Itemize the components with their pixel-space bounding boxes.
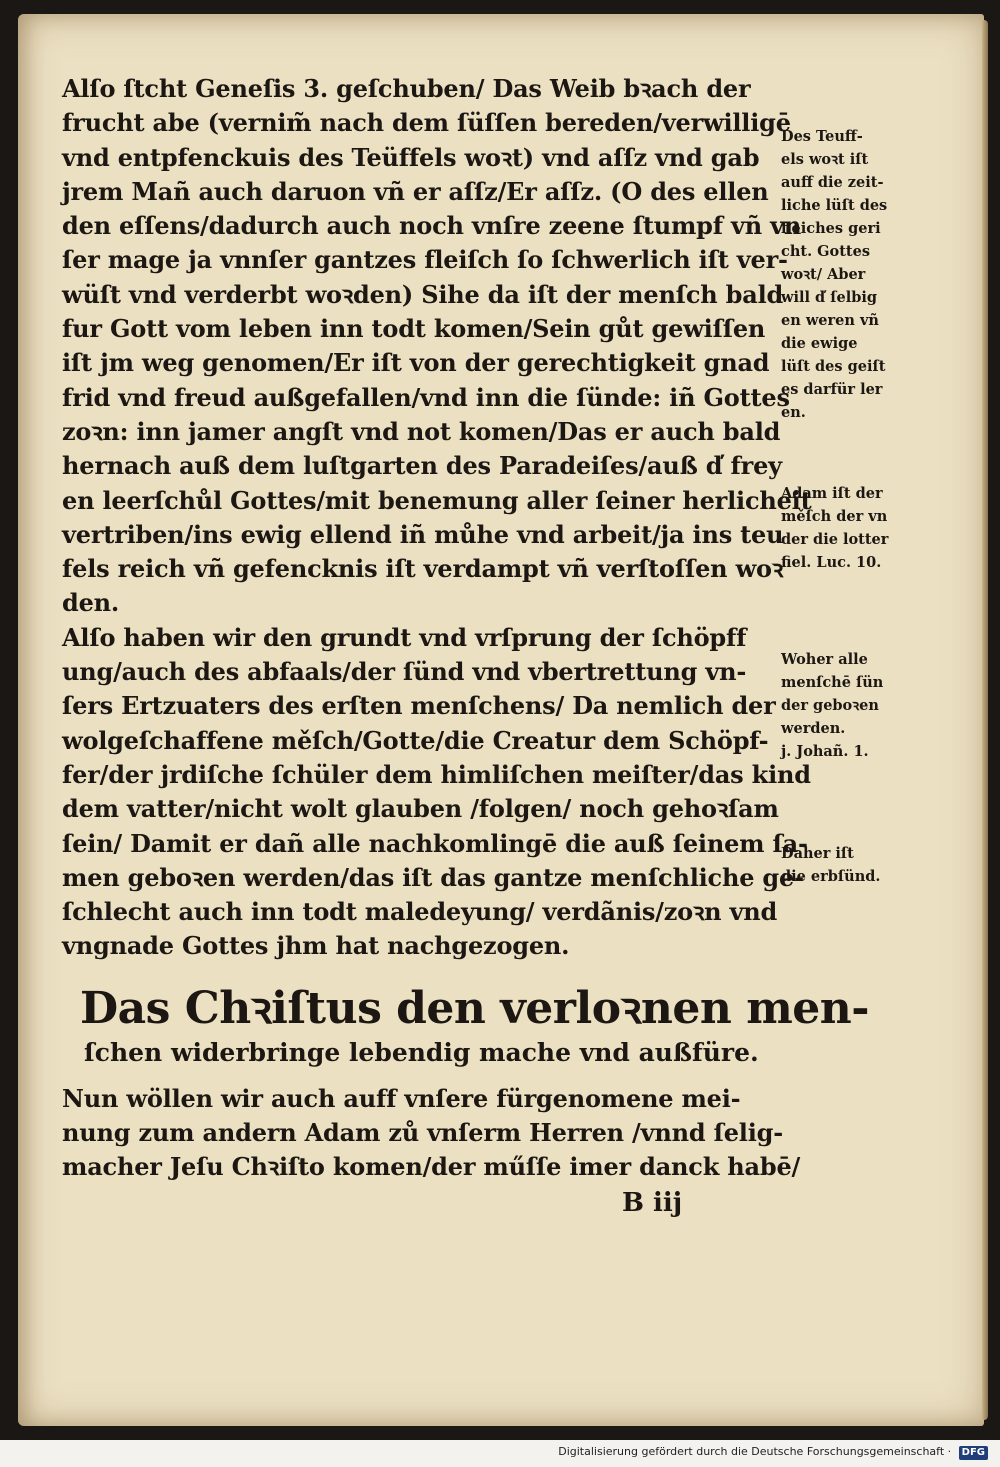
- text-line: werden.: [781, 720, 846, 737]
- text-line: Daher iſt: [781, 845, 854, 862]
- text-line: nung zum andern Adam zů vnſerm Herren /vnnd ſelig-: [62, 1118, 783, 1147]
- text-line: ſein/ Damit er dañ alle nachkomlingē die auß ſeinem ſa-: [62, 828, 808, 858]
- text-line: men geboꝛen werden/das iſt das gantze menſchliche ge-: [62, 862, 804, 892]
- text-line: wüſt vnd verderbt woꝛden) Sihe da iſt der menſch bald: [62, 279, 784, 309]
- paragraph-3: [62, 1082, 801, 1184]
- text-line: es darfür ler: [781, 381, 883, 398]
- text-line: fer/der jrdiſche ſchüler dem himliſchen meiſter/das kind: [62, 759, 811, 789]
- text-line: Woher alle: [781, 651, 868, 668]
- text-line: wolgeſchaffene měſch/Gotte/die Creatur dem Schöpf-: [62, 725, 769, 755]
- text-line: en weren vñ: [781, 312, 879, 329]
- text-line: jrem Mañ auch daruon vñ er aſſz/Er aſſz. (O des ellen: [62, 176, 769, 206]
- footer-text: Digitalisierung gefördert durch die Deutsche Forschungsgemeinschaft ·: [558, 1445, 952, 1458]
- text-line: Alſo ſtcht Geneſis 3. geſchuben/ Das Weib bꝛach der: [62, 74, 751, 103]
- dfg-logo-icon: DFG: [959, 1446, 988, 1460]
- text-line: Alſo haben wir den grundt vnd vrſprung der ſchöpff: [62, 622, 747, 652]
- text-line: cht. Gottes: [781, 243, 871, 260]
- text-line: zoꝛn: inn jamer angſt vnd not komen/Das er auch bald: [62, 416, 781, 446]
- margin-note-3: [781, 648, 911, 763]
- text-line: Adam iſt der: [781, 485, 883, 502]
- text-line: auff die zeit-: [781, 174, 884, 191]
- text-line: vertriben/ins ewig ellend iñ můhe vnd arbeit/ja ins teu: [62, 519, 784, 549]
- text-line: měſch der vn: [781, 508, 888, 525]
- text-line: vnd entpfenckuis des Teüffels woꝛt) vnd aſſz vnd gab: [62, 142, 760, 172]
- text-line: lüſt des geiſt: [781, 358, 886, 375]
- text-line: fleiches geri: [781, 220, 881, 237]
- text-line: fur Gott vom leben inn todt komen/Sein gůt gewiſſen: [62, 314, 766, 344]
- text-line: els woꝛt iſt: [781, 151, 869, 168]
- margin-note-1: [781, 125, 911, 424]
- text-line: macher Jeſu Chꝛiſto komen/der műſſe imer danck habē/: [62, 1152, 801, 1181]
- section-heading: [80, 982, 869, 1070]
- text-line: den.: [62, 588, 120, 618]
- text-line: iſt jm weg genomen/Er iſt von der gerechtigkeit gnad: [62, 348, 770, 378]
- text-line: den eſſens/dadurch auch noch vnſre zeene ſtumpf vñ vn: [62, 211, 802, 241]
- margin-note-4: [781, 842, 911, 888]
- text-line: ſchlecht auch inn todt maledeyung/ verdãnis/zoꝛn vnd: [62, 897, 778, 927]
- text-line: woꝛt/ Aber: [781, 266, 866, 283]
- page-edge: [982, 20, 988, 1420]
- heading-sub: ſchen widerbringe lebendig mache vnd außfüre.: [84, 1038, 759, 1067]
- text-line: der die lotter: [781, 531, 889, 548]
- text-line: frucht abe (vernim̃ nach dem ſüſſen bereden/verwilligē: [62, 108, 791, 138]
- text-line: frid vnd freud außgefallen/vnd inn die ſünde: iñ Gottes: [62, 382, 790, 412]
- paragraph-1: [62, 72, 812, 621]
- margin-note-2: [781, 482, 911, 574]
- main-text-block: [62, 72, 812, 964]
- text-line: der geboꝛen: [781, 697, 879, 714]
- text-line: will d̕ ſelbig: [781, 289, 877, 306]
- text-line: die erbſünd.: [781, 868, 881, 885]
- signature-mark: B iij: [622, 1188, 683, 1218]
- text-line: Des Teuff-: [781, 128, 863, 145]
- text-line: j. Johañ. 1.: [781, 743, 869, 760]
- text-line: ſers Ertzuaters des erſten menſchens/ Da nemlich der: [62, 691, 776, 721]
- text-line: dem vatter/nicht wolt glauben /folgen/ noch gehoꝛſam: [62, 794, 779, 824]
- text-line: Nun wöllen wir auch auff vnſere fürgenomene mei-: [62, 1084, 741, 1113]
- text-line: en leerſchůl Gottes/mit benemung aller ſeiner herlicheit: [62, 485, 812, 515]
- text-line: menſchē ſün: [781, 674, 884, 691]
- text-line: liche lüſt des: [781, 197, 888, 214]
- text-line: die ewige: [781, 335, 858, 352]
- text-line: fels reich vñ gefencknis iſt verdampt vñ verſtoſſen woꝛ: [62, 554, 784, 584]
- footer: [558, 1445, 988, 1460]
- text-line: fiel. Luc. 10.: [781, 554, 882, 571]
- heading-main: Das Chꝛiſtus den verloꝛnen men-: [80, 983, 869, 1034]
- text-line: vngnade Gottes jhm hat nachgezogen.: [62, 931, 570, 961]
- text-line: hernach auß dem luſtgarten des Paradeiſes/auß d̕ frey: [62, 451, 782, 481]
- text-line: ung/auch des abfaals/der ſünd vnd vbertrettung vn-: [62, 657, 747, 687]
- paragraph-2: [62, 621, 811, 964]
- text-line: ſer mage ja vnnſer gantzes fleiſch ſo ſchwerlich iſt ver-: [62, 245, 788, 275]
- text-line: en.: [781, 404, 806, 421]
